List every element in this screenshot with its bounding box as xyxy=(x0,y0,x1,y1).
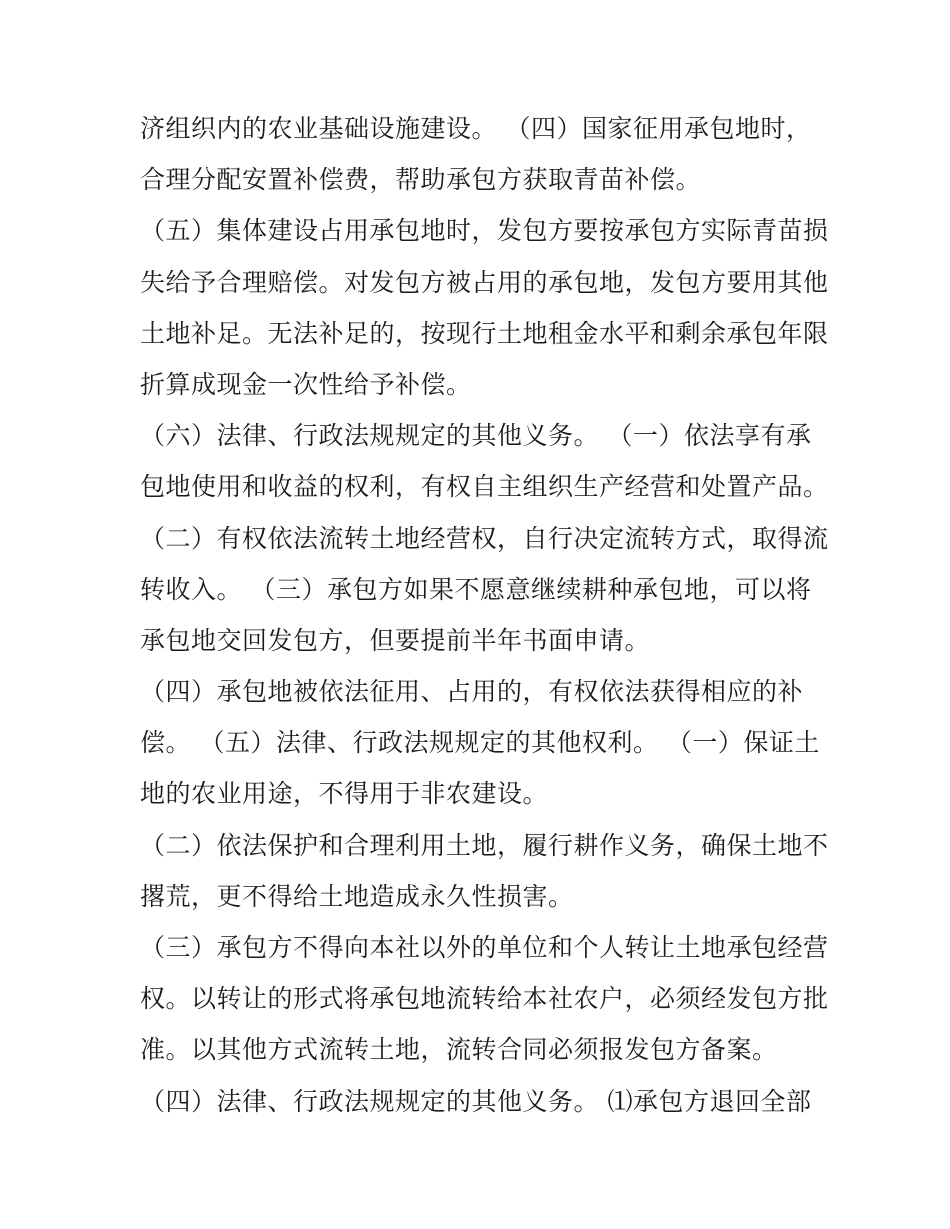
text-line: 土地补足。无法补足的，按现行土地租金水平和剩余承包年限 xyxy=(140,318,829,348)
text-line: 地的农业用途，不得用于非农建设。 xyxy=(140,779,549,809)
text-line: 承包地交回发包方，但要提前半年书面申请。 xyxy=(140,625,651,655)
text-line: 转收入。 （三）承包方如果不愿意继续耕种承包地，可以将 xyxy=(140,574,812,604)
text-line: （四）法律、行政法规规定的其他义务。 ⑴承包方退回全部 xyxy=(140,1086,812,1116)
text-line: 偿。 （五）法律、行政法规规定的其他权利。 （一）保证土 xyxy=(140,728,820,758)
document-body xyxy=(140,103,829,1127)
text-line: 失给予合理赔偿。对发包方被占用的承包地，发包方要用其他 xyxy=(140,267,829,297)
text-line: （二）依法保护和合理利用土地，履行耕作义务，确保土地不 xyxy=(140,830,829,860)
text-line: （二）有权依法流转土地经营权，自行决定流转方式，取得流 xyxy=(140,523,829,553)
text-line: 合理分配安置补偿费，帮助承包方获取青苗补偿。 xyxy=(140,165,702,195)
text-line: 包地使用和收益的权利，有权自主组织生产经营和处置产品。 xyxy=(140,472,829,502)
text-line: （四）承包地被依法征用、占用的，有权依法获得相应的补 xyxy=(140,677,804,707)
text-line: （五）集体建设占用承包地时，发包方要按承包方实际青苗损 xyxy=(140,216,829,246)
text-line: 济组织内的农业基础设施建设。 （四）国家征用承包地时， xyxy=(140,114,812,143)
text-line: （三）承包方不得向本社以外的单位和个人转让土地承包经营 xyxy=(140,933,829,962)
text-line: （六）法律、行政法规规定的其他义务。 （一）依法享有承 xyxy=(140,421,812,451)
text-line: 折算成现金一次性给予补偿。 xyxy=(140,369,472,399)
text-line: 权。以转让的形式将承包地流转给本社农户，必须经发包方批 xyxy=(140,984,829,1014)
text-line: 准。以其他方式流转土地，流转合同必须报发包方备案。 xyxy=(140,1035,778,1065)
text-line: 撂荒，更不得给土地造成永久性损害。 xyxy=(140,881,574,911)
